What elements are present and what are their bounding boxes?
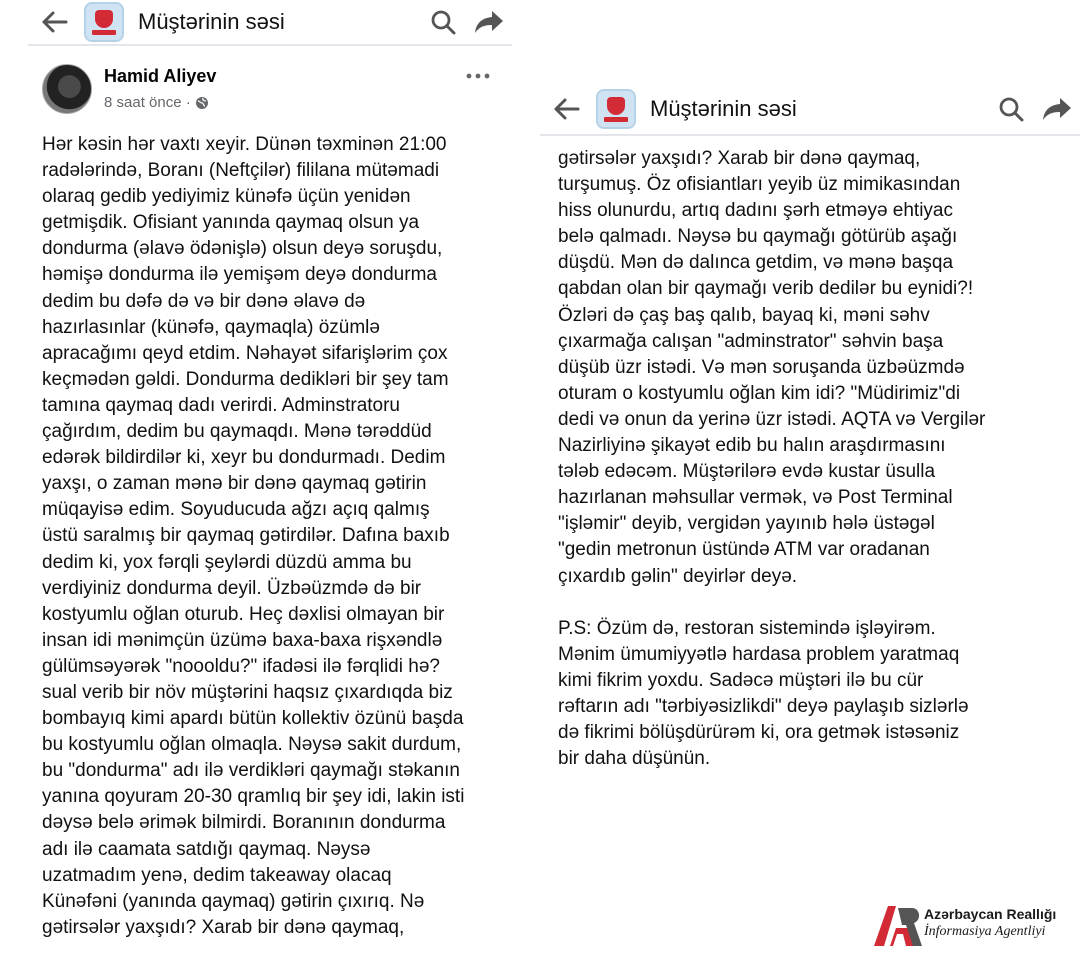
watermark-line-1: Azərbaycan Reallığı bbox=[924, 906, 1057, 922]
agency-watermark bbox=[872, 904, 1072, 948]
page-avatar-icon[interactable] bbox=[596, 89, 636, 129]
page-avatar-icon[interactable] bbox=[84, 2, 124, 42]
screenshot-right bbox=[540, 72, 1080, 862]
search-button[interactable] bbox=[420, 2, 466, 42]
share-button[interactable] bbox=[1034, 89, 1080, 129]
post-header bbox=[42, 62, 512, 118]
more-dots-icon bbox=[466, 73, 490, 79]
post-body-part-2: gətirsələr yaxşıdı? Xarab bir dənə qaymaq, turşumuş. Öz ofisiantları yeyib üz mimikasından hiss olunurdu, artıq dadını şərh etməyə ehtiyac belə qalmadı. Nəysə bu qaymağı götürüb aşağı düşdü. Mən də dalınca getdim, və mənə başqa qabdan olan bir qaymağı verib dedilər bu eynidi?! Özləri də çaş baş qalıb, bayaq ki, məni səhv çıxarmağa calışan "adminstrator" səhvin başa düşüb üzr istədi. Və mən soruşanda üzbəüzmdə oturam o kostyumlu oğlan kim idi? "Müdirimiz"di dedi və onun da yerinə üzr istədi. AQTA və Vergilər Nazirliyinə şikayət edib bu halın araşdırmasını tələb edəcəm. Müştərilərə evdə kustar üsulla hazırlanan məhsullar vermək, və Post Terminal "işləmir" deyib, vergidən yayınıb hələ üstəgəl "gedin metronun üstündə ATM var oradanan çıxardıb gəlin" deyirlər deyə. P.S: Özüm də, restoran sistemində işləyirəm. Mənim ümumiyyətlə hardasa problem yaratmaq kimi fikrim yoxdu. Sadəcə müştəri ilə bu cür rəftarın adı "tərbiyəsizlikdi" deyə paylaşıb sizlərlə də fikrimi bölüşdürürəm ki, ora getmək istəsəniz bir daha düşünün. bbox=[558, 148, 986, 770]
author-name[interactable]: Hamid Aliyev bbox=[104, 66, 217, 86]
ar-logo-icon bbox=[872, 904, 924, 948]
arrow-left-icon bbox=[552, 97, 580, 121]
globe-icon bbox=[195, 96, 209, 110]
screenshot-left bbox=[28, 0, 512, 954]
watermark-line-2: İnformasiya Agentliyi bbox=[924, 924, 1046, 939]
back-button[interactable] bbox=[544, 89, 588, 129]
top-bar bbox=[28, 0, 512, 46]
post-time[interactable]: 8 saat önce · bbox=[104, 94, 191, 111]
arrow-left-icon bbox=[40, 10, 68, 34]
search-button[interactable] bbox=[988, 89, 1034, 129]
search-icon bbox=[430, 9, 456, 35]
back-button[interactable] bbox=[32, 2, 76, 42]
top-bar bbox=[540, 84, 1080, 136]
avatar[interactable] bbox=[42, 64, 92, 114]
post-body-part-1: Hər kəsin hər vaxtı xeyir. Dünən təxminən 21:00 radələrində, Boranı (Neftçilər) fililana mütəmadi olaraq gedib yediyimiz künəfə üçün yenidən getmişdik. Ofisiant yanında qaymaq olsun ya dondurma (əlavə ödənişlə) olsun deyə soruşdu, həmişə dondurma ilə yemişəm deyə dondurma dedim bu dəfə də və bir dənə əlavə də hazırlasınlar (künəfə, qaymaqla) özümlə apracağımı qeyd etdim. Nəhayət sifarişlərim çox keçmədən gəldi. Dondurma dedikləri bir şey tam tamına qaymaq dadı verirdi. Adminstratoru çağırdım, dedim bu qaymaqdı. Mənə tərəddüd edərək bildirdilər ki, xeyr bu dondurmadı. Dedim yaxşı, o zaman mənə bir dənə qaymaq gətirin müqayisə edim. Soyuducuda ağzı açıq qalmış üstü saralmış bir qaymaq gətirdilər. Dafına baxıb dedim ki, yox fərqli şeylərdi düzdü amma bu verdiyiniz dondurma deyil. Üzbəüzmdə də bir kostyumlu oğlan oturub. Heç dəxlisi olmayan bir insan idi mənimçün üzümə baxa-baxa rişxəndlə gülümsəyərək "noooldu?" ifadəsi ilə fərqlidi hə? sual verib bir növ müştərini haqsız çıxardıqda biz bombayıq kimi apardı bütün kollektiv özünü başda bu kostyumlu oğlan olmaqla. Nəysə sakit durdum, bu "dondurma" adı ilə verdikləri qaymağı stəkanın yanına qoyuram 20-30 qramlıq bir şey idi, lakin isti dəysə belə ərimək bilmirdi. Boranının dondurma adı ilə caamata satdığı qaymaq. Nəysə uzatmadım yenə, dedim takeaway olacaq Künəfəni (yanında qaymaq) gətirin çıxırıq. Nə gətirsələr yaxşıdı? Xarab bir dənə qaymaq, bbox=[42, 134, 465, 938]
page-title[interactable]: Müştərinin səsi bbox=[138, 9, 285, 34]
share-button[interactable] bbox=[466, 2, 512, 42]
search-icon bbox=[998, 96, 1024, 122]
share-arrow-icon bbox=[474, 9, 504, 35]
post-meta bbox=[104, 94, 209, 111]
more-options-button[interactable] bbox=[458, 62, 498, 90]
share-arrow-icon bbox=[1042, 96, 1072, 122]
page-title[interactable]: Müştərinin səsi bbox=[650, 96, 797, 121]
